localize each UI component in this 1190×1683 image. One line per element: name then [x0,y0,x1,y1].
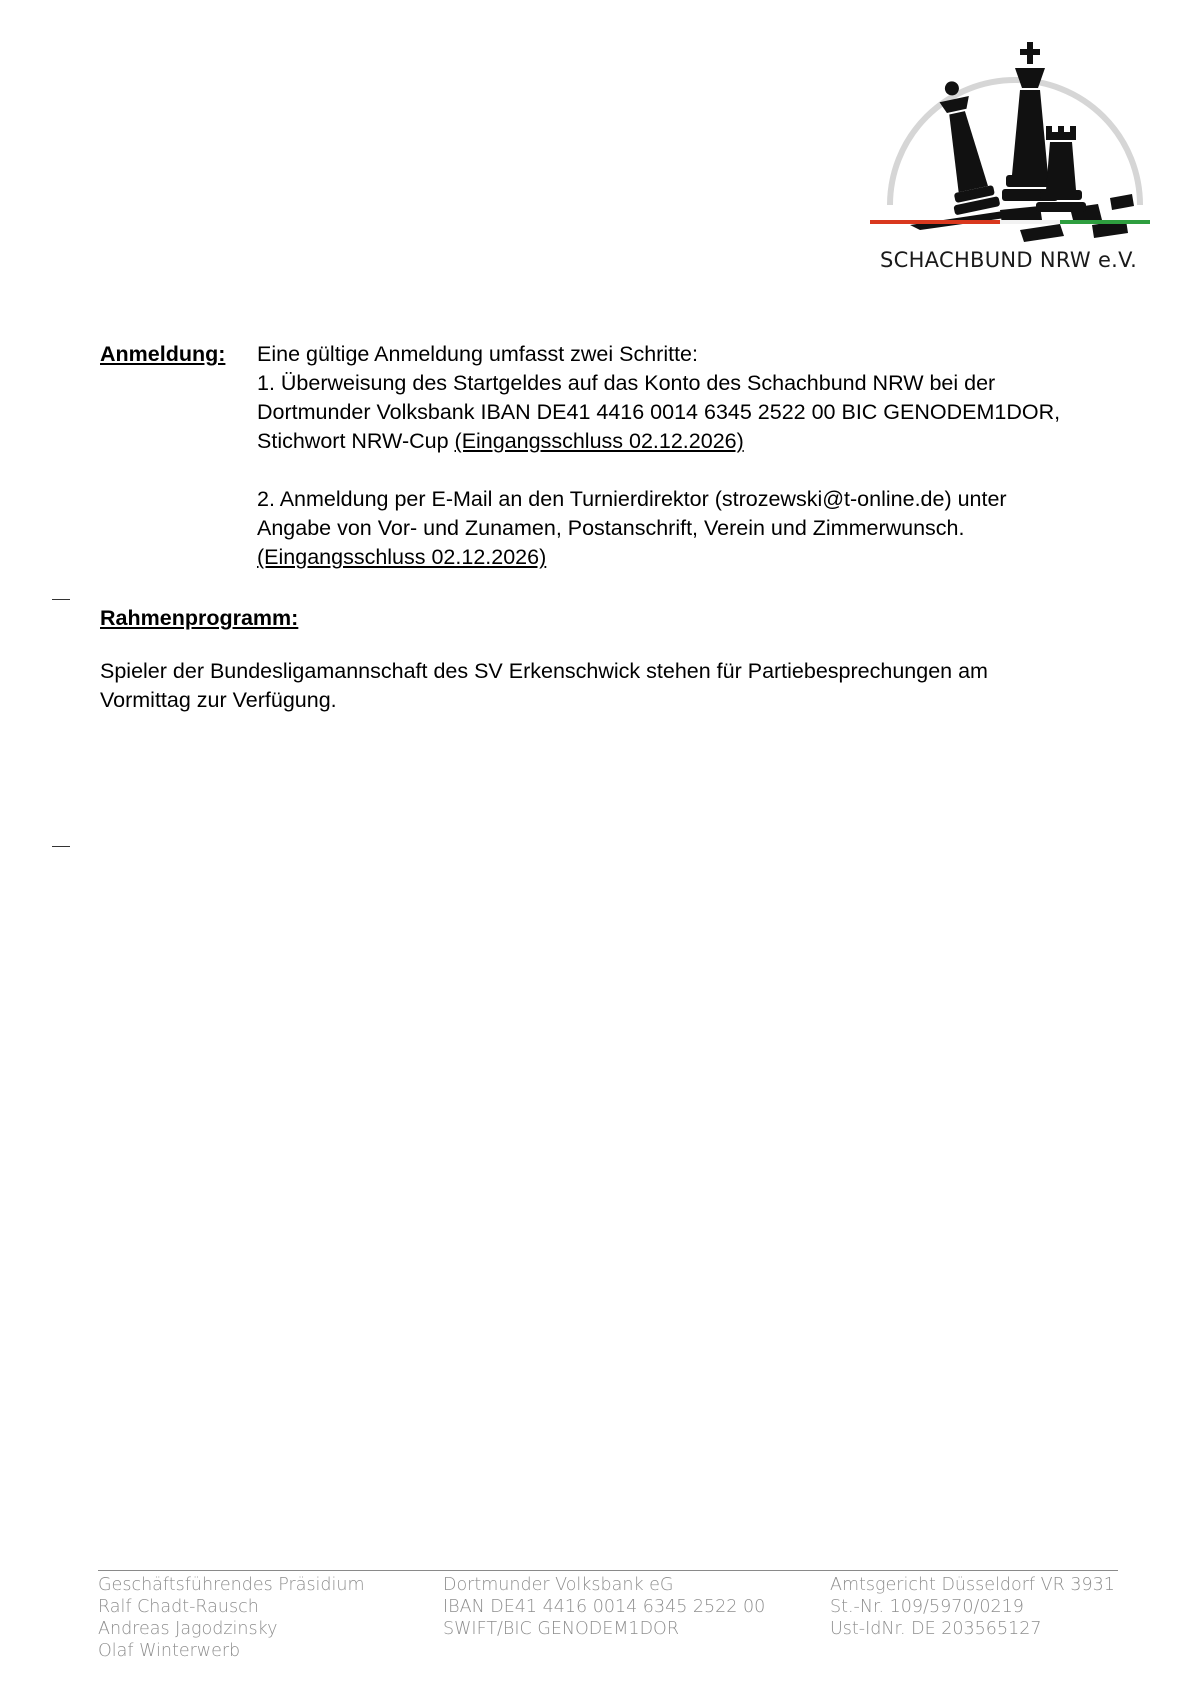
step1-deadline: (Eingangsschluss 02.12.2026) [454,429,744,453]
anmeldung-section [257,340,1117,572]
step1-keyword: Stichwort NRW-Cup [257,429,455,453]
footer-praesidium-title: Geschäftsführendes Präsidium [98,1575,365,1595]
step2-line1: 2. Anmeldung per E-Mail an den Turnierdirektor (strozewski@t-online.de) unter [257,487,1007,511]
step1-line2: Dortmunder Volksbank IBAN DE41 4416 0014 6345 2522 00 BIC GENODEM1DOR, [257,400,1061,424]
footer-tax-number: St.-Nr. 109/5970/0219 [830,1597,1024,1617]
step1-line1: 1. Überweisung des Startgeldes auf das Konto des Schachbund NRW bei der [257,371,996,395]
step1-line3 [257,427,1117,456]
rahmenprogramm-line2: Vormittag zur Verfügung. [100,688,337,712]
anmeldung-label: Anmeldung: [100,342,226,366]
step2-line2: Angabe von Vor- und Zunamen, Postanschrift, Verein und Zimmerwunsch. [257,516,965,540]
footer-praesidium-member: Andreas Jagodzinsky [98,1619,278,1639]
footer-col-praesidium [98,1574,365,1662]
footer-registry-court: Amtsgericht Düsseldorf VR 3931 [830,1575,1115,1595]
footer-col-registry [830,1574,1115,1640]
fold-mark [52,599,70,600]
punch-mark [52,846,70,847]
chess-pieces-logo-icon [870,40,1160,250]
rahmenprogramm-line1: Spieler der Bundesligamannschaft des SV Erkenschwick stehen für Partiebesprechungen am [100,659,988,683]
rahmenprogramm-label: Rahmenprogramm: [100,606,299,630]
footer-divider [98,1570,1118,1571]
footer-bank-name: Dortmunder Volksbank eG [443,1575,674,1595]
footer-vat-id: Ust-IdNr. DE 203565127 [830,1619,1042,1639]
footer-bank-iban: IBAN DE41 4416 0014 6345 2522 00 [443,1597,766,1617]
footer-bank-bic: SWIFT/BIC GENODEM1DOR [443,1619,679,1639]
logo-text: SCHACHBUND NRW e.V. [880,248,1138,272]
step2-deadline: (Eingangsschluss 02.12.2026) [257,545,547,569]
footer-praesidium-member: Ralf Chadt-Rausch [98,1597,259,1617]
rahmenprogramm-text [100,657,1100,715]
schachbund-logo [870,40,1160,280]
footer-praesidium-member: Olaf Winterwerb [98,1641,241,1661]
anmeldung-intro: Eine gültige Anmeldung umfasst zwei Schritte: [257,342,698,366]
footer-col-bank [443,1574,765,1640]
